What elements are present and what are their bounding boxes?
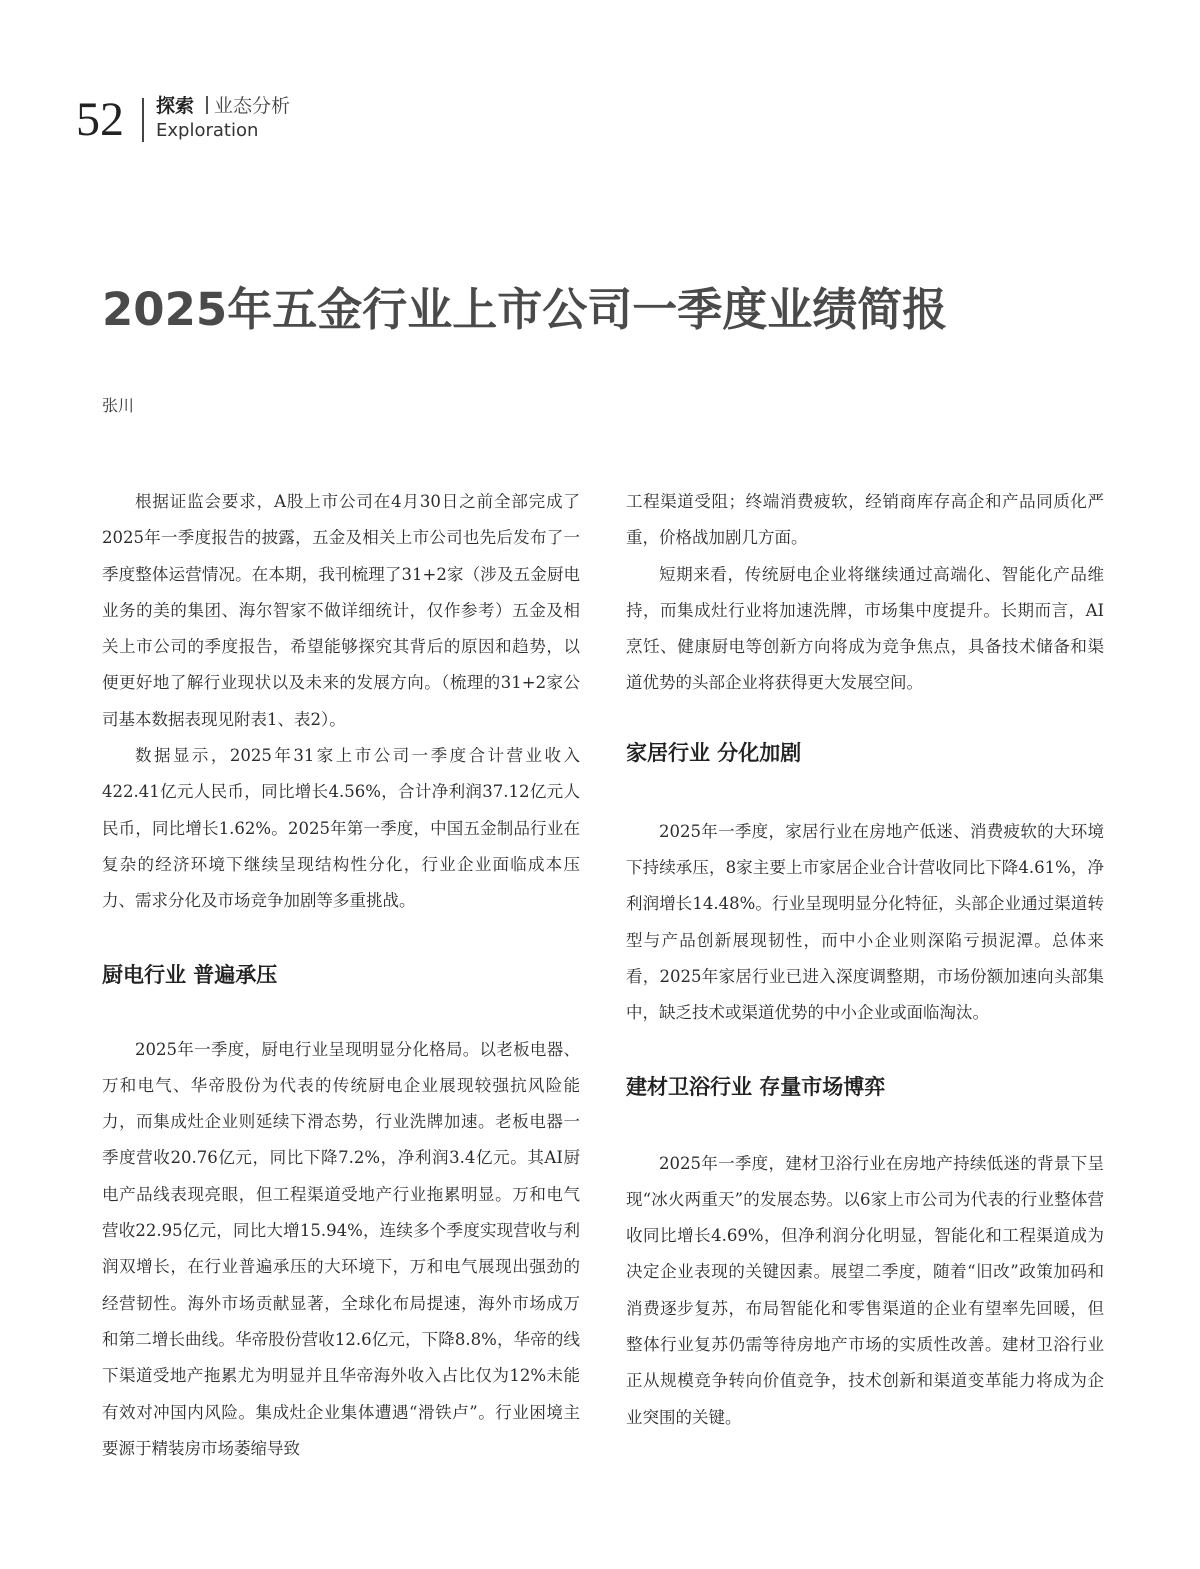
building-section-heading: 建材卫浴行业 存量市场博弈 bbox=[626, 1074, 886, 1099]
kitchen-paragraph-1-continued: 工程渠道受阻；终端消费疲软，经销商库存高企和产品同质化严重，价格战加剧几方面。 bbox=[626, 492, 1104, 548]
section-separator bbox=[206, 96, 208, 114]
building-paragraph-1: 2025年一季度，建材卫浴行业在房地产持续低迷的背景下呈现“冰火两重天”的发展态势。以6家上市公司为代表的行业整体营收同比增长4.69%，但净利润分化明显，智能化和工程渠道成为决定企业表现的关键因素。展望二季度，随着“旧改”政策加码和消费逐步复苏，布局智能化和零售渠道的企业有望率先回暖，但整体行业复苏仍需等待房地产市场的实质性改善。建材卫浴行业正从规模竞争转向价值竞争，技术创新和渠道变革能力将成为企业突围的关键。 bbox=[626, 1153, 1104, 1427]
home-section-heading: 家居行业 分化加剧 bbox=[626, 740, 802, 765]
section-name-english: Exploration bbox=[156, 120, 259, 141]
header-divider bbox=[142, 98, 144, 142]
section-label bbox=[156, 94, 290, 118]
subsection-name: 业态分析 bbox=[214, 95, 291, 117]
home-paragraph-1: 2025年一季度，家居行业在房地产低迷、消费疲软的大环境下持续承压，8家主要上市家居企业合计营收同比下降4.61%，净利润增长14.48%。行业呈现明显分化特征，头部企业通过渠道转型与产品创新展现韧性，而中小企业则深陷亏损泥潭。总体来看，2025年家居行业已进入深度调整期，市场份额加速向头部集中，缺乏技术或渠道优势的中小企业或面临淘汰。 bbox=[626, 821, 1104, 1023]
page-number: 52 bbox=[76, 93, 124, 146]
intro-paragraph-1: 根据证监会要求，A股上市公司在4月30日之前全部完成了2025年一季度报告的披露，五金及相关上市公司也先后发布了一季度整体运营情况。在本期，我刊梳理了31+2家（涉及五金厨电业务的美的集团、海尔智家不做详细统计，仅作参考）五金及相关上市公司的季度报告，希望能够探究其背后的原因和趋势，以便更好地了解行业现状以及未来的发展方向。（梳理的31+2家公司基本数据表现见附表1、表2）。 bbox=[102, 492, 580, 729]
kitchen-paragraph-1: 2025年一季度，厨电行业呈现明显分化格局。以老板电器、万和电气、华帝股份为代表的传统厨电企业展现较强抗风险能力，而集成灶企业则延续下滑态势，行业洗牌加速。老板电器一季度营收20.76亿元，同比下降7.2%，净利润3.4亿元。其AI厨电产品线表现亮眼，但工程渠道受地产行业拖累明显。万和电气营收22.95亿元，同比大增15.94%，连续多个季度实现营收与利润双增长，在行业普遍承压的大环境下，万和电气展现出强劲的经营韧性。海外市场贡献显著，全球化布局提速，海外市场成万和第二增长曲线。华帝股份营收12.6亿元，下降8.8%，华帝的线下渠道受地产拖累尤为明显并且华帝海外收入占比仅为12%未能有效对冲国内风险。集成灶企业集体遭遇“滑铁卢”。行业困境主要源于精装房市场萎缩导致 bbox=[102, 1039, 580, 1458]
intro-paragraph-2: 数据显示，2025年31家上市公司一季度合计营业收入422.41亿元人民币，同比增长4.56%，合计净利润37.12亿元人民币，同比增长1.62%。2025年第一季度，中国五金制品行业在复杂的经济环境下继续呈现结构性分化，行业企业面临成本压力、需求分化及市场竞争加剧等多重挑战。 bbox=[102, 746, 580, 911]
kitchen-section-heading: 厨电行业 普遍承压 bbox=[102, 962, 278, 987]
section-name: 探索 bbox=[156, 95, 195, 117]
left-column bbox=[102, 484, 580, 1467]
right-column bbox=[626, 484, 1104, 1436]
kitchen-paragraph-2: 短期来看，传统厨电企业将继续通过高端化、智能化产品维持，而集成灶行业将加速洗牌，市场集中度提升。长期而言，AI烹饪、健康厨电等创新方向将成为竞争焦点，具备技术储备和渠道优势的头部企业将获得更大发展空间。 bbox=[626, 564, 1104, 693]
article-title: 2025年五金行业上市公司一季度业绩简报 bbox=[102, 283, 948, 336]
article-author: 张川 bbox=[102, 396, 135, 415]
